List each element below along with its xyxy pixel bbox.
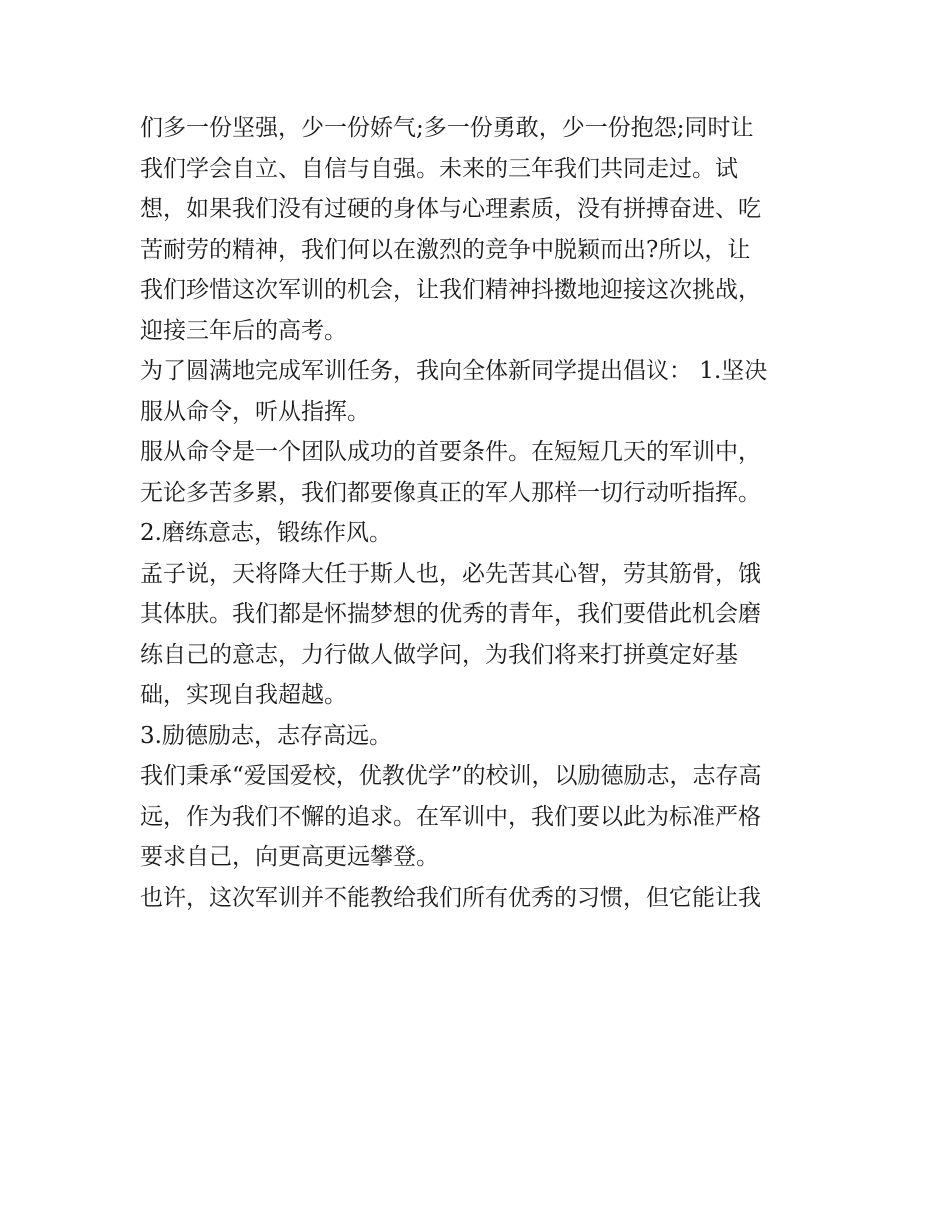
text-line: 服从命令，听从指挥。: [140, 398, 370, 425]
text-line: 迎接三年后的高考。: [140, 317, 347, 344]
text-line: 们多一份坚强，少一份娇气;多一份勇敢，少一份抱怨;同时让: [140, 115, 754, 141]
text-line: 要求自己，向更高更远攀登。: [140, 844, 439, 870]
text-line: 远，作为我们不懈的追求。在军训中，我们要以此为标准严格: [140, 803, 761, 830]
text-line: 服从命令是一个团队成功的首要条件。在短短几天的军训中，: [140, 439, 761, 465]
text-line: 2.磨练意志，锻练作风。: [140, 520, 392, 546]
text-line: 也许，这次军训并不能教给我们所有优秀的习惯，但它能让我: [140, 884, 761, 911]
text-line: 想，如果我们没有过硬的身体与心理素质，没有拼搏奋进、吃: [140, 196, 761, 222]
text-line: 我们学会自立、自信与自强。未来的三年我们共同走过。试: [140, 155, 738, 182]
text-line: 础，实现自我超越。: [140, 682, 347, 708]
text-line: 孟子说，天将降大任于斯人也，必先苦其心智，劳其筋骨，饿: [140, 560, 761, 587]
document-body: [140, 108, 820, 918]
text-line: 其体肤。我们都是怀揣梦想的优秀的青年，我们要借此机会磨: [140, 601, 761, 627]
text-line: 无论多苦多累，我们都要像真正的军人那样一切行动听指挥。: [140, 479, 761, 506]
text-line: 我们珍惜这次军训的机会，让我们精神抖擞地迎接这次挑战，: [140, 277, 761, 303]
text-line: 苦耐劳的精神，我们何以在激烈的竞争中脱颖而出?所以，让: [140, 236, 751, 263]
text-line: 3.励德励志，志存高远。: [140, 722, 392, 749]
text-line: 练自己的意志，力行做人做学问，为我们将来打拼奠定好基: [140, 641, 738, 668]
text-line: 为了圆满地完成军训任务，我向全体新同学提出倡议： 1.坚决: [140, 358, 768, 384]
text-line: 我们秉承“爱国爱校，优教优学”的校训，以励德励志，志存高: [140, 763, 762, 789]
